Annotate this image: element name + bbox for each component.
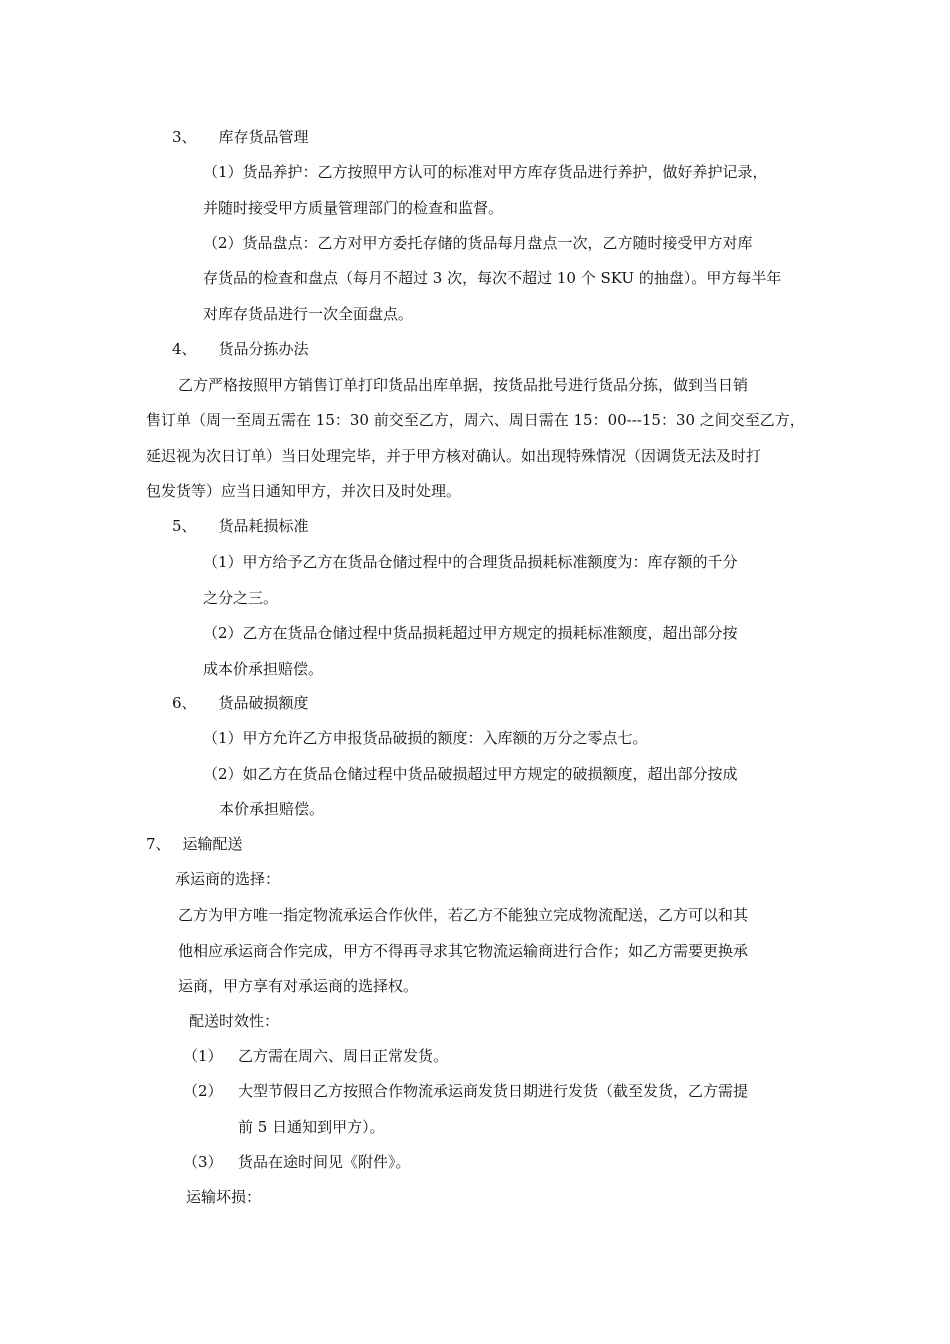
section-7-heading xyxy=(146,834,243,854)
paragraph-line: （2）如乙方在货品仓储过程中货品破损超过甲方规定的破损额度，超出部分按成 xyxy=(203,765,738,783)
section-number: 3、 xyxy=(172,128,197,146)
paragraph-line: （1）货品养护：乙方按照甲方认可的标准对甲方库存货品进行养护，做好养护记录， xyxy=(203,163,768,181)
subheading-carrier: 承运商的选择： xyxy=(175,870,281,888)
paragraph-line: 前 5 日通知到甲方）。 xyxy=(238,1118,385,1136)
paragraph-line: 之分之三。 xyxy=(203,589,279,607)
paragraph-line: 售订单（周一至周五需在 15：30 前交至乙方，周六、周日需在 15：00---15：30 之间交至乙方， xyxy=(146,411,805,429)
paragraph-line: 延迟视为次日订单）当日处理完毕，并于甲方核对确认。如出现特殊情况（因调货无法及时打 xyxy=(146,447,762,465)
section-number: 7、 xyxy=(146,835,171,853)
section-title: 库存货品管理 xyxy=(218,128,309,146)
list-number: （3） xyxy=(183,1153,223,1171)
paragraph-line: 成本价承担赔偿。 xyxy=(203,660,324,678)
list-text: 乙方需在周六、周日正常发货。 xyxy=(238,1047,449,1065)
subheading-timeliness: 配送时效性： xyxy=(189,1012,280,1030)
paragraph-line: 乙方为甲方唯一指定物流承运合作伙伴，若乙方不能独立完成物流配送，乙方可以和其 xyxy=(178,906,749,924)
paragraph-line: 本价承担赔偿。 xyxy=(219,800,325,818)
list-text: 货品在途时间见《附件》。 xyxy=(238,1153,411,1171)
section-number: 6、 xyxy=(172,694,197,712)
paragraph-line: 并随时接受甲方质量管理部门的检查和监督。 xyxy=(203,199,504,217)
list-item xyxy=(183,1152,411,1172)
paragraph-line: 存货品的检查和盘点（每月不超过 3 次，每次不超过 10 个 SKU 的抽盘）。甲方每半年 xyxy=(203,269,782,287)
list-item xyxy=(183,1081,748,1101)
paragraph-line: （1）甲方允许乙方申报货品破损的额度：入库额的万分之零点七。 xyxy=(203,729,648,747)
section-number: 4、 xyxy=(172,340,197,358)
section-title: 货品破损额度 xyxy=(218,694,309,712)
paragraph-line: 他相应承运商合作完成，甲方不得再寻求其它物流运输商进行合作；如乙方需要更换承 xyxy=(178,942,749,960)
section-title: 货品分拣办法 xyxy=(218,340,309,358)
section-4-heading xyxy=(172,339,309,359)
section-6-heading xyxy=(172,693,309,713)
paragraph-line: （2）乙方在货品仓储过程中货品损耗超过甲方规定的损耗标准额度，超出部分按 xyxy=(203,624,738,642)
paragraph-line: 包发货等）应当日通知甲方，并次日及时处理。 xyxy=(146,482,462,500)
section-title: 运输配送 xyxy=(182,835,243,853)
subheading-transport-damage: 运输坏损： xyxy=(186,1188,262,1206)
section-3-heading xyxy=(172,127,309,147)
paragraph-line: 乙方严格按照甲方销售订单打印货品出库单据，按货品批号进行货品分拣，做到当日销 xyxy=(178,376,749,394)
section-5-heading xyxy=(172,516,309,536)
list-text: 大型节假日乙方按照合作物流承运商发货日期进行发货（截至发货，乙方需提 xyxy=(238,1082,749,1100)
list-number: （1） xyxy=(183,1047,223,1065)
section-number: 5、 xyxy=(172,517,197,535)
paragraph-line: 对库存货品进行一次全面盘点。 xyxy=(203,305,414,323)
paragraph-line: （2）货品盘点：乙方对甲方委托存储的货品每月盘点一次，乙方随时接受甲方对库 xyxy=(203,234,753,252)
list-item xyxy=(183,1046,448,1066)
list-number: （2） xyxy=(183,1082,223,1100)
paragraph-line: 运商，甲方享有对承运商的选择权。 xyxy=(178,977,419,995)
paragraph-line: （1）甲方给予乙方在货品仓储过程中的合理货品损耗标准额度为：库存额的千分 xyxy=(203,553,738,571)
section-title: 货品耗损标准 xyxy=(218,517,309,535)
